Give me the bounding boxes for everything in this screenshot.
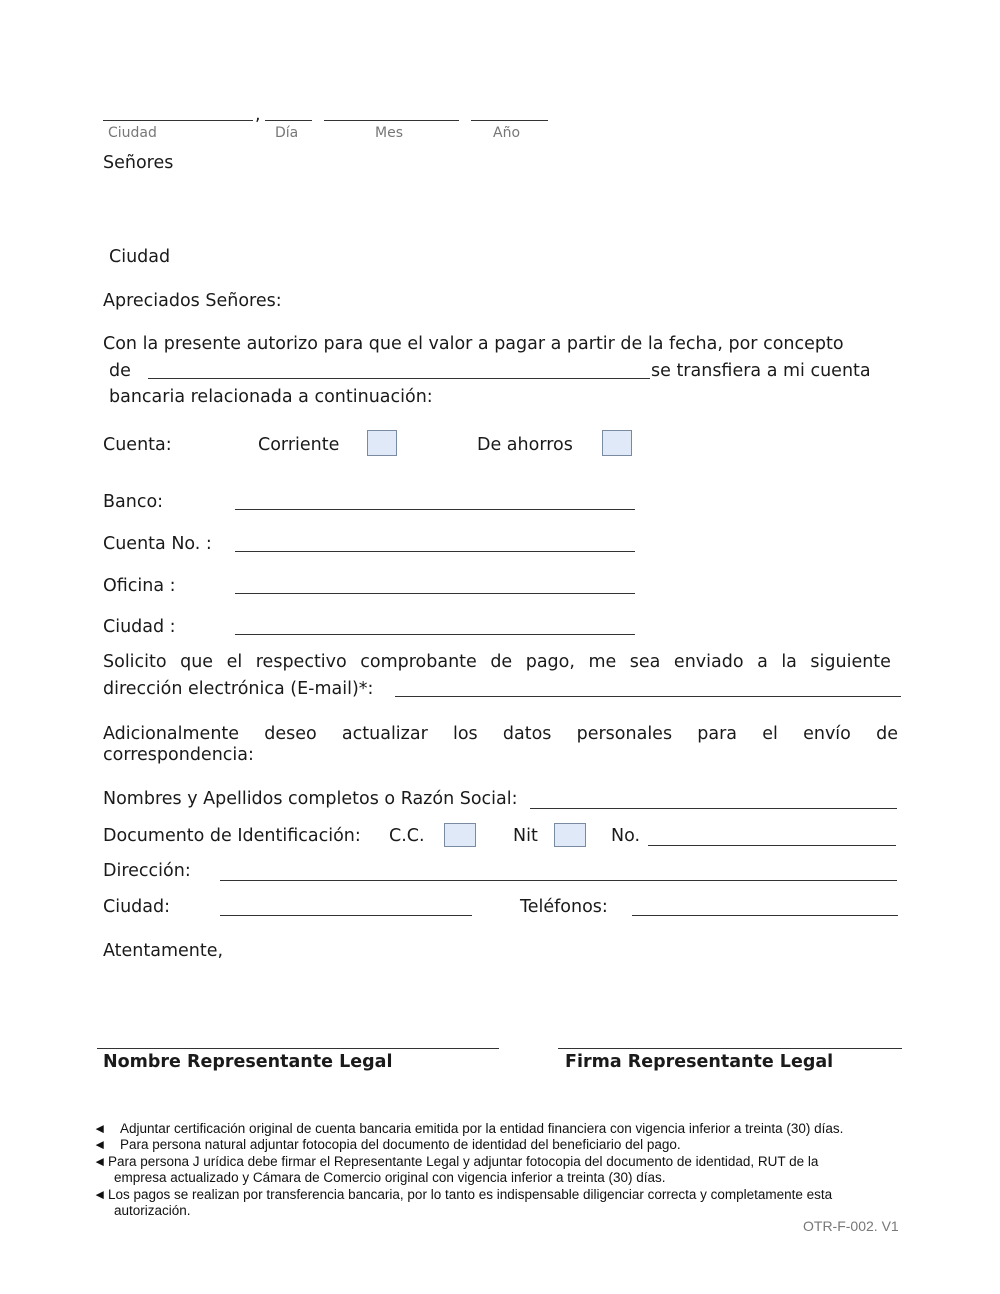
update-paragraph-line1: Adicionalmente deseo actualizar los datos personales para el envío de bbox=[103, 724, 898, 744]
cuenta-no-label: Cuenta No. : bbox=[103, 534, 212, 554]
cc-checkbox[interactable] bbox=[444, 823, 476, 847]
note-bullet: ◄ bbox=[93, 1154, 107, 1169]
ciudad-date-field[interactable] bbox=[103, 120, 253, 121]
ciudad-bank-label: Ciudad : bbox=[103, 617, 176, 637]
note-bullet: ◄ bbox=[93, 1121, 107, 1136]
dia-label: Día bbox=[275, 125, 299, 141]
greeting-text: Apreciados Señores: bbox=[103, 291, 282, 311]
ciudad-update-label: Ciudad: bbox=[103, 897, 171, 917]
note-4a: Los pagos se realizan por transferencia bancaria, por lo tanto es indispensable diligenciar correcta y completamente esta bbox=[108, 1187, 833, 1202]
nombre-rep-signature-line[interactable] bbox=[97, 1048, 499, 1049]
telefonos-field[interactable] bbox=[632, 915, 898, 916]
corriente-label: Corriente bbox=[258, 435, 340, 455]
ahorros-label: De ahorros bbox=[477, 435, 573, 455]
update-paragraph-line2: correspondencia: bbox=[103, 745, 254, 765]
ciudad-update-field[interactable] bbox=[220, 915, 472, 916]
firma-rep-signature-line[interactable] bbox=[558, 1048, 902, 1049]
note-4b: autorización. bbox=[114, 1203, 191, 1218]
dia-field[interactable] bbox=[265, 120, 312, 121]
senores-text: Señores bbox=[103, 153, 174, 173]
date-comma: , bbox=[255, 105, 261, 125]
email-field[interactable] bbox=[395, 696, 901, 697]
ciudad-date-label: Ciudad bbox=[108, 125, 157, 141]
authorization-se-transfiera: se transfiera a mi cuenta bbox=[651, 361, 871, 381]
documento-label: Documento de Identificación: bbox=[103, 826, 361, 846]
note-2: Para persona natural adjuntar fotocopia del documento de identidad del beneficiario del pago. bbox=[120, 1137, 681, 1152]
firma-rep-label: Firma Representante Legal bbox=[565, 1052, 834, 1072]
email-paragraph-line1: Solicito que el respectivo comprobante de pago, me sea enviado a la siguiente bbox=[103, 652, 891, 672]
note-bullet: ◄ bbox=[93, 1187, 107, 1202]
oficina-label: Oficina : bbox=[103, 576, 176, 596]
authorization-line1: Con la presente autorizo para que el valor a pagar a partir de la fecha, por concepto bbox=[103, 334, 844, 354]
nit-label: Nit bbox=[513, 826, 538, 846]
note-3a: Para persona J urídica debe firmar el Representante Legal y adjuntar fotocopia del documento de identidad, RUT de la bbox=[108, 1154, 819, 1169]
atentamente-text: Atentamente, bbox=[103, 941, 224, 961]
direccion-field[interactable] bbox=[220, 880, 897, 881]
email-label: dirección electrónica (E-mail)*: bbox=[103, 679, 374, 699]
oficina-field[interactable] bbox=[235, 593, 635, 594]
telefonos-label: Teléfonos: bbox=[520, 897, 608, 917]
authorization-line3: bancaria relacionada a continuación: bbox=[109, 387, 433, 407]
note-3b: empresa actualizado y Cámara de Comercio original con vigencia inferior a treinta (30) días. bbox=[114, 1170, 666, 1185]
note-1: Adjuntar certificación original de cuenta bancaria emitida por la entidad financiera con vigencia inferior a treinta (30) días. bbox=[120, 1121, 844, 1136]
cc-label: C.C. bbox=[389, 826, 425, 846]
anio-field[interactable] bbox=[471, 120, 548, 121]
cuenta-label: Cuenta: bbox=[103, 435, 172, 455]
no-label: No. bbox=[611, 826, 641, 846]
form-code: OTR-F-002. V1 bbox=[803, 1218, 899, 1234]
direccion-label: Dirección: bbox=[103, 861, 191, 881]
note-bullet: ◄ bbox=[93, 1137, 107, 1152]
concepto-field[interactable] bbox=[148, 378, 650, 379]
nombre-rep-label: Nombre Representante Legal bbox=[103, 1052, 393, 1072]
authorization-de: de bbox=[109, 361, 131, 381]
nit-checkbox[interactable] bbox=[554, 823, 586, 847]
banco-label: Banco: bbox=[103, 492, 164, 512]
cuenta-no-field[interactable] bbox=[235, 551, 635, 552]
mes-label: Mes bbox=[375, 125, 403, 141]
anio-label: Año bbox=[493, 125, 521, 141]
banco-field[interactable] bbox=[235, 509, 635, 510]
ahorros-checkbox[interactable] bbox=[602, 430, 632, 456]
nombres-field[interactable] bbox=[530, 808, 897, 809]
nombres-label: Nombres y Apellidos completos o Razón Social: bbox=[103, 789, 518, 809]
documento-no-field[interactable] bbox=[648, 845, 896, 846]
ciudad-addressee-text: Ciudad bbox=[109, 247, 171, 267]
corriente-checkbox[interactable] bbox=[367, 430, 397, 456]
ciudad-bank-field[interactable] bbox=[235, 634, 635, 635]
mes-field[interactable] bbox=[324, 120, 459, 121]
